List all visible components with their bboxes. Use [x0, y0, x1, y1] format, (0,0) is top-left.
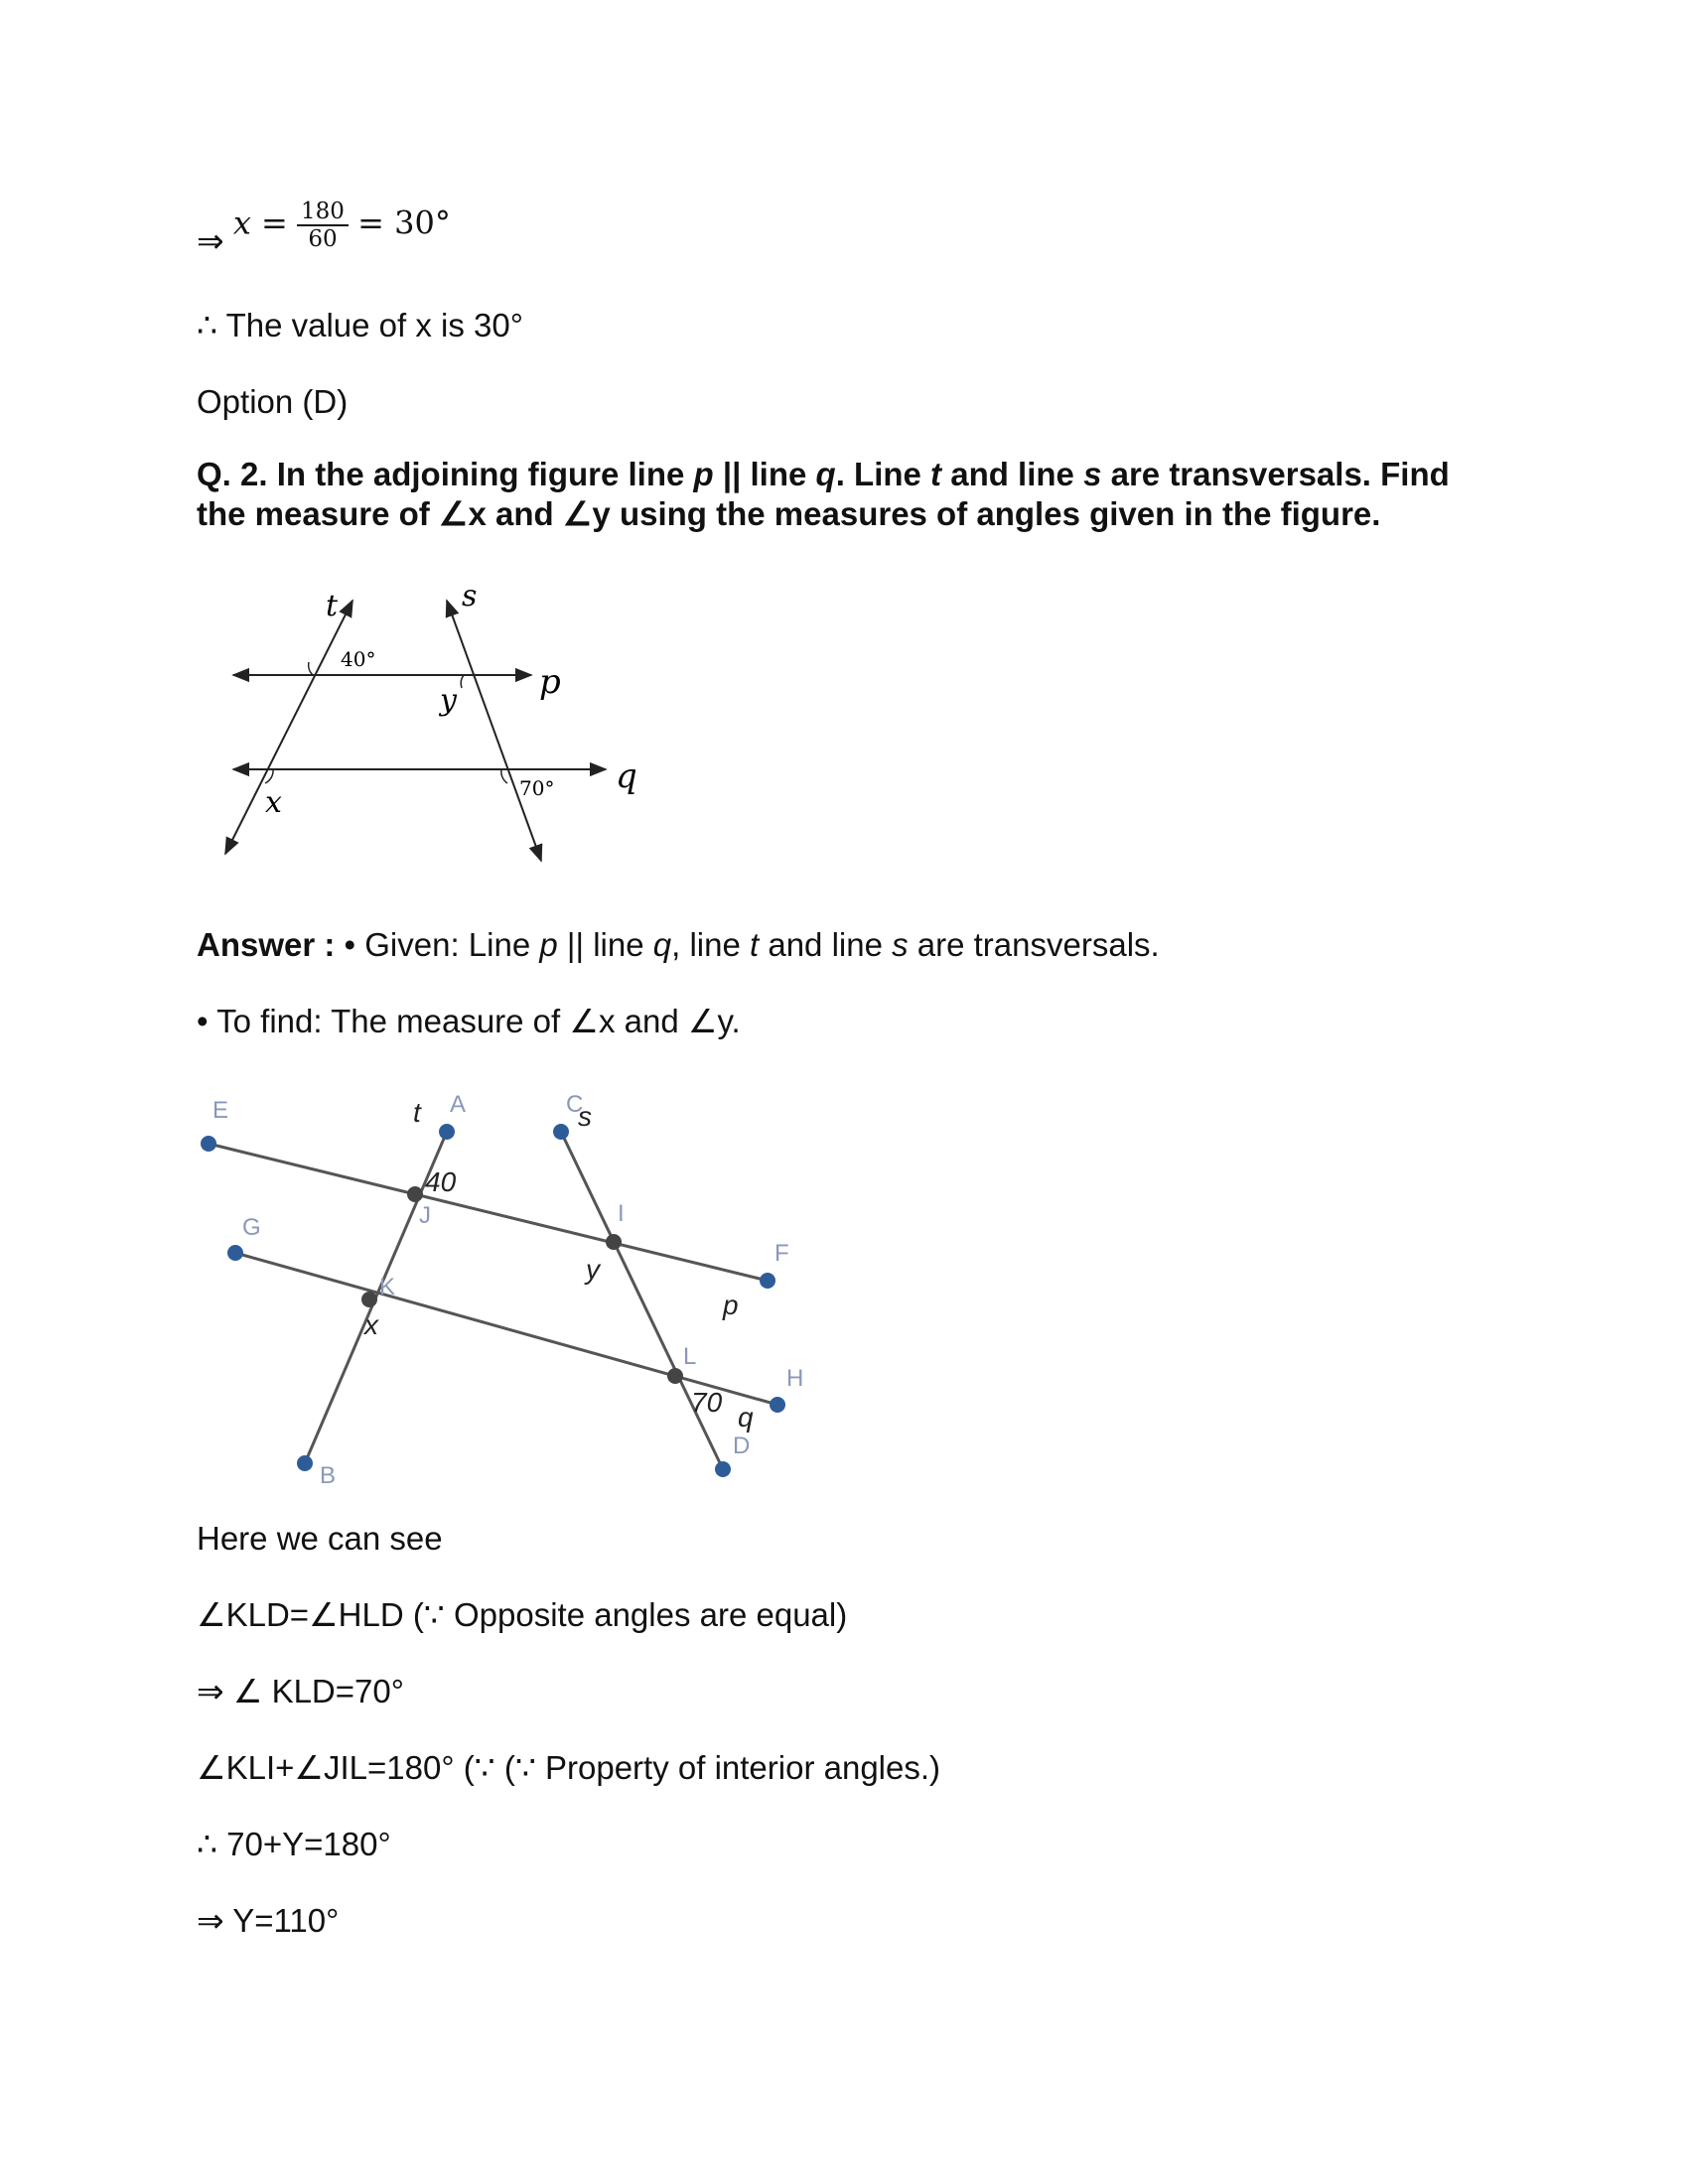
answer-to-find-line: • To find: The measure of ∠x and ∠y. — [197, 1003, 741, 1039]
segment-GH — [235, 1253, 777, 1405]
question-t: t — [930, 456, 942, 492]
question-q: q — [815, 456, 836, 492]
answer-and-line: and line — [759, 926, 893, 963]
label-A: A — [450, 1091, 467, 1118]
label-y: y — [440, 683, 457, 718]
fraction — [297, 199, 349, 252]
segment-CD — [561, 1132, 723, 1469]
question-parallel: || line — [713, 456, 816, 492]
point-C — [553, 1124, 569, 1140]
label-I: I — [618, 1200, 625, 1227]
solution-line-3: ⇒ ∠ KLD=70° — [197, 1673, 404, 1709]
answer-q: q — [652, 926, 672, 963]
question-prefix: Q. 2. In the adjoining figure line — [197, 456, 694, 492]
equation-line — [197, 199, 451, 259]
question-s: s — [1083, 456, 1102, 492]
point-D — [715, 1461, 731, 1477]
label-q2: q — [738, 1402, 754, 1433]
answer-label: Answer : — [197, 926, 336, 963]
label-x2: x — [364, 1309, 378, 1340]
point-B — [297, 1455, 313, 1471]
label-p: p — [539, 662, 561, 702]
label-p2: p — [723, 1290, 739, 1320]
answer-given-prefix: • Given: Line — [335, 926, 540, 963]
label-s: s — [462, 581, 478, 614]
answer-comma-line: , line — [671, 926, 750, 963]
figure-transversals — [213, 581, 650, 879]
question-and-line: and line — [941, 456, 1084, 492]
answer-t: t — [750, 926, 760, 963]
solution-line-6: ⇒ Y=110° — [197, 1902, 340, 1939]
label-x: x — [265, 785, 282, 820]
solution-line-5: ∴ 70+Y=180° — [197, 1826, 391, 1862]
equation-lhs: x = — [232, 204, 288, 242]
figure-labeled-points — [189, 1082, 844, 1509]
label-G: G — [242, 1214, 261, 1241]
label-y2: y — [586, 1254, 600, 1285]
answer-p: p — [539, 926, 558, 963]
question-mid: . Line — [835, 456, 931, 492]
point-A — [439, 1124, 455, 1140]
label-70: 70 — [691, 1387, 723, 1418]
label-t2: t — [413, 1097, 421, 1128]
equation-rhs: = 30° — [357, 204, 451, 242]
point-E — [201, 1136, 216, 1152]
point-H — [770, 1397, 785, 1413]
label-40: 40 — [425, 1166, 457, 1197]
label-C: C — [566, 1091, 584, 1118]
answer-parallel: || line — [557, 926, 653, 963]
label-H: H — [786, 1365, 804, 1392]
point-K — [361, 1292, 377, 1307]
answer-suffix: are transversals. — [908, 926, 1160, 963]
question-suffix: are transversals. Find the measure of ∠x and ∠y using the measures of angles given in the figure. — [197, 456, 1450, 532]
question-p: p — [693, 456, 714, 492]
label-t: t — [326, 589, 339, 623]
label-angle-70: 70° — [519, 776, 555, 800]
label-D: D — [733, 1433, 751, 1459]
segment-EF — [209, 1144, 768, 1281]
label-s2: s — [578, 1101, 592, 1132]
answer-given-line — [197, 925, 1160, 965]
answer-s: s — [892, 926, 909, 963]
label-J: J — [419, 1202, 431, 1229]
line-t — [225, 601, 352, 854]
point-J — [407, 1186, 423, 1202]
point-I — [606, 1234, 622, 1250]
arc-40 — [309, 662, 313, 675]
label-B: B — [320, 1462, 337, 1489]
fraction-denominator: 60 — [308, 226, 338, 252]
implies-symbol: ⇒ — [197, 221, 224, 259]
label-K: K — [379, 1274, 396, 1300]
point-F — [760, 1273, 775, 1289]
label-L: L — [683, 1343, 697, 1370]
label-q: q — [616, 756, 637, 796]
line-s — [442, 857, 445, 861]
arc-y — [461, 675, 464, 688]
point-L — [667, 1368, 683, 1384]
solution-line-1: Here we can see — [197, 1520, 443, 1557]
point-G — [227, 1245, 243, 1261]
line-s-main — [447, 601, 541, 861]
fraction-numerator: 180 — [297, 199, 349, 226]
question-text — [197, 455, 1497, 534]
label-F: F — [774, 1240, 789, 1267]
result-line: ∴ The value of x is 30° — [197, 307, 523, 343]
label-angle-40: 40° — [341, 647, 376, 671]
solution-line-4: ∠KLI+∠JIL=180° (∵ (∵ Property of interior angles.) — [197, 1749, 941, 1786]
label-E: E — [212, 1097, 229, 1124]
arc-70 — [501, 769, 507, 783]
option-line: Option (D) — [197, 383, 349, 420]
solution-line-2: ∠KLD=∠HLD (∵ Opposite angles are equal) — [197, 1596, 848, 1633]
